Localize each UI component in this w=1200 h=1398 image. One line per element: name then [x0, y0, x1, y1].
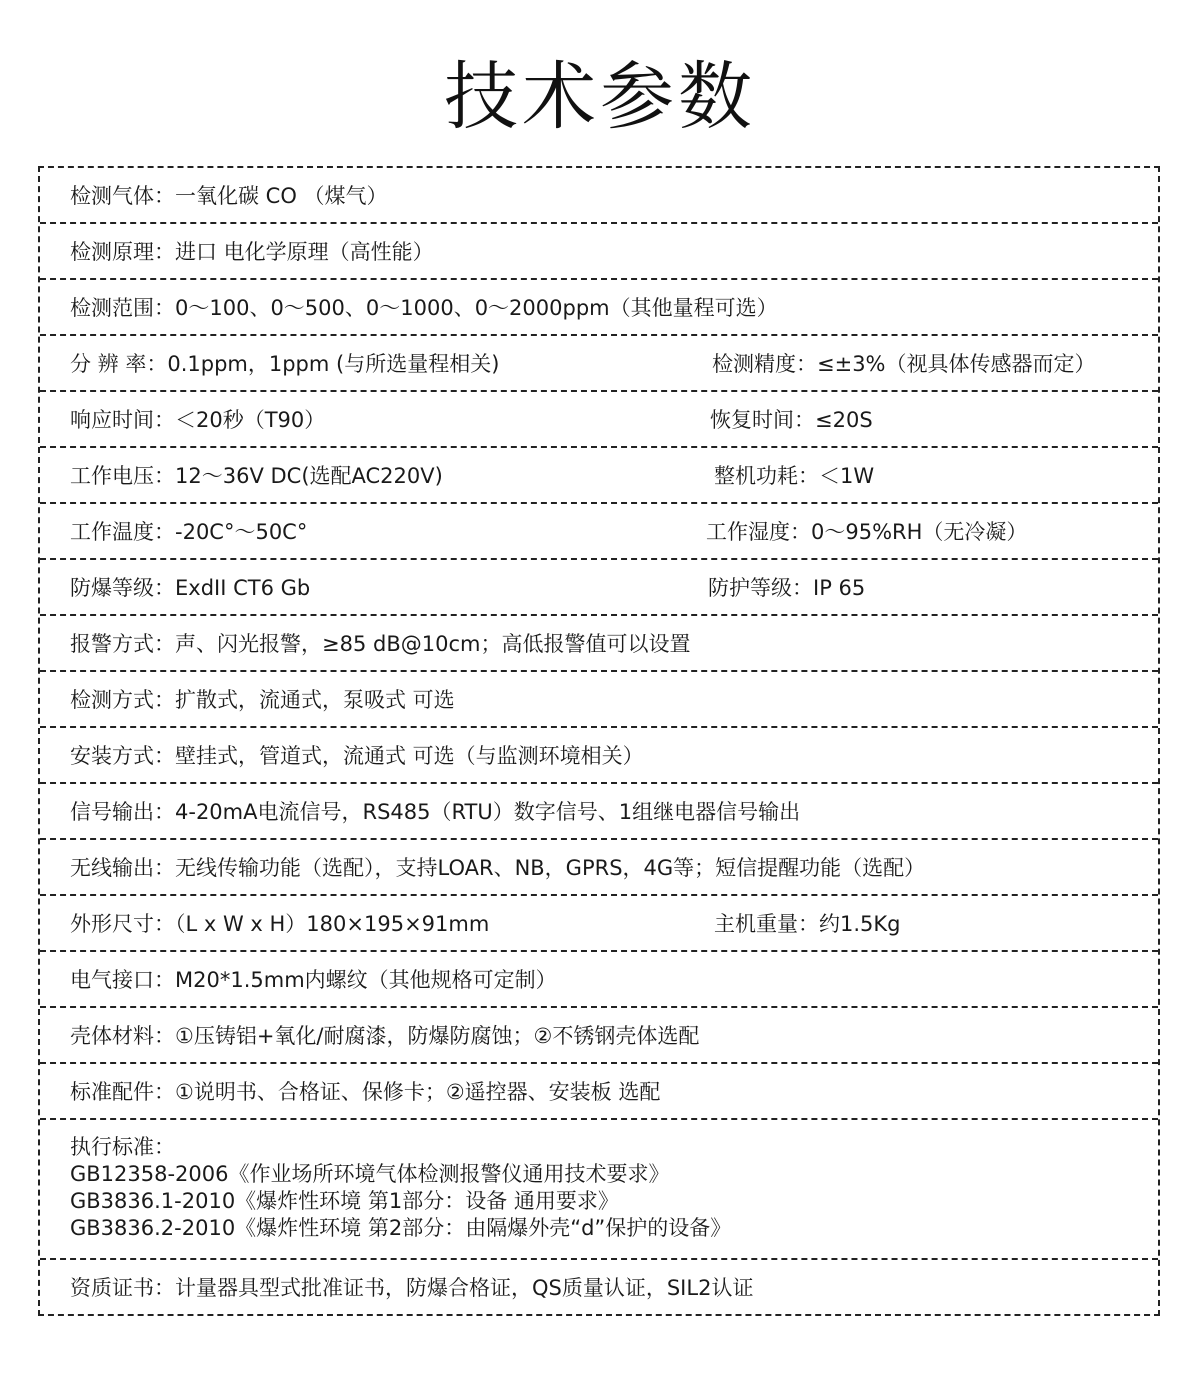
spec-detection-gas: 检测气体：一氧化碳 CO （煤气） [70, 184, 388, 208]
spec-electrical-interface: 电气接口：M20*1.5mm内螺纹（其他规格可定制） [70, 968, 557, 992]
spec-detection-principle: 检测原理：进口 电化学原理（高性能） [70, 240, 434, 264]
standard-line: GB12358-2006《作业场所环境气体检测报警仪通用技术要求》 [70, 1162, 670, 1186]
spec-row-signal [40, 782, 1158, 838]
spec-row-explosion [40, 558, 1158, 614]
spec-row-installation [40, 726, 1158, 782]
spec-dimensions: 外形尺寸：（L x W x H）180×195×91mm [70, 912, 490, 936]
spec-row-alarm [40, 614, 1158, 670]
spec-detection-range: 检测范围：0～100、0～500、0～1000、0～2000ppm（其他量程可选） [70, 296, 778, 320]
spec-row-voltage [40, 446, 1158, 502]
spec-row-principle [40, 222, 1158, 278]
spec-table [38, 166, 1160, 1316]
spec-working-voltage: 工作电压：12～36V DC(选配AC220V) [70, 464, 443, 488]
spec-row-range [40, 278, 1158, 334]
spec-row-gas [40, 168, 1158, 222]
standard-line: GB3836.1-2010《爆炸性环境 第1部分：设备 通用要求》 [70, 1189, 619, 1213]
spec-standard-accessories: 标准配件：①说明书、合格证、保修卡；②遥控器、安装板 选配 [70, 1080, 661, 1104]
spec-row-temperature [40, 502, 1158, 558]
standards-heading: 执行标准： [70, 1135, 175, 1159]
page-title: 技术参数 [444, 54, 756, 140]
spec-explosion-grade: 防爆等级：ExdII CT6 Gb [70, 576, 311, 600]
spec-row-interface [40, 950, 1158, 1006]
spec-alarm-mode: 报警方式：声、闪光报警，≥85 dB@10cm；高低报警值可以设置 [70, 632, 691, 656]
spec-row-standards [40, 1118, 1158, 1258]
standards-block [70, 1134, 731, 1242]
spec-row-dimensions [40, 894, 1158, 950]
spec-row-accessories [40, 1062, 1158, 1118]
spec-resolution: 分 辨 率：0.1ppm，1ppm (与所选量程相关) [70, 352, 500, 376]
spec-wireless-output: 无线输出：无线传输功能（选配），支持LOAR、NB，GPRS，4G等；短信提醒功能（选配） [70, 856, 926, 880]
spec-power-consumption: 整机功耗：＜1W [714, 464, 875, 488]
spec-weight: 主机重量：约1.5Kg [714, 912, 901, 936]
spec-working-humidity: 工作湿度：0～95%RH（无冷凝） [706, 520, 1028, 544]
spec-row-wireless [40, 838, 1158, 894]
spec-row-certificates [40, 1258, 1158, 1314]
spec-response-time: 响应时间：＜20秒（T90） [70, 408, 326, 432]
standard-line: GB3836.2-2010《爆炸性环境 第2部分：由隔爆外壳“d”保护的设备》 [70, 1216, 732, 1240]
spec-recovery-time: 恢复时间：≤20S [710, 408, 873, 432]
spec-signal-output: 信号输出：4-20mA电流信号，RS485（RTU）数字信号、1组继电器信号输出 [70, 800, 801, 824]
spec-detection-mode: 检测方式：扩散式，流通式，泵吸式 可选 [70, 688, 455, 712]
spec-accuracy: 检测精度：≤±3%（视具体传感器而定） [712, 352, 1096, 376]
spec-housing-material: 壳体材料：①压铸铝+氧化/耐腐漆，防爆防腐蚀；②不锈钢壳体选配 [70, 1024, 700, 1048]
spec-row-detection-mode [40, 670, 1158, 726]
spec-row-housing [40, 1006, 1158, 1062]
spec-installation-mode: 安装方式：壁挂式，管道式，流通式 可选（与监测环境相关） [70, 744, 644, 768]
spec-row-response [40, 390, 1158, 446]
spec-certificates: 资质证书：计量器具型式批准证书，防爆合格证，QS质量认证，SIL2认证 [70, 1276, 754, 1300]
spec-protection-grade: 防护等级：IP 65 [708, 576, 866, 600]
spec-row-resolution [40, 334, 1158, 390]
spec-working-temperature: 工作温度：-20C°～50C° [70, 520, 308, 544]
